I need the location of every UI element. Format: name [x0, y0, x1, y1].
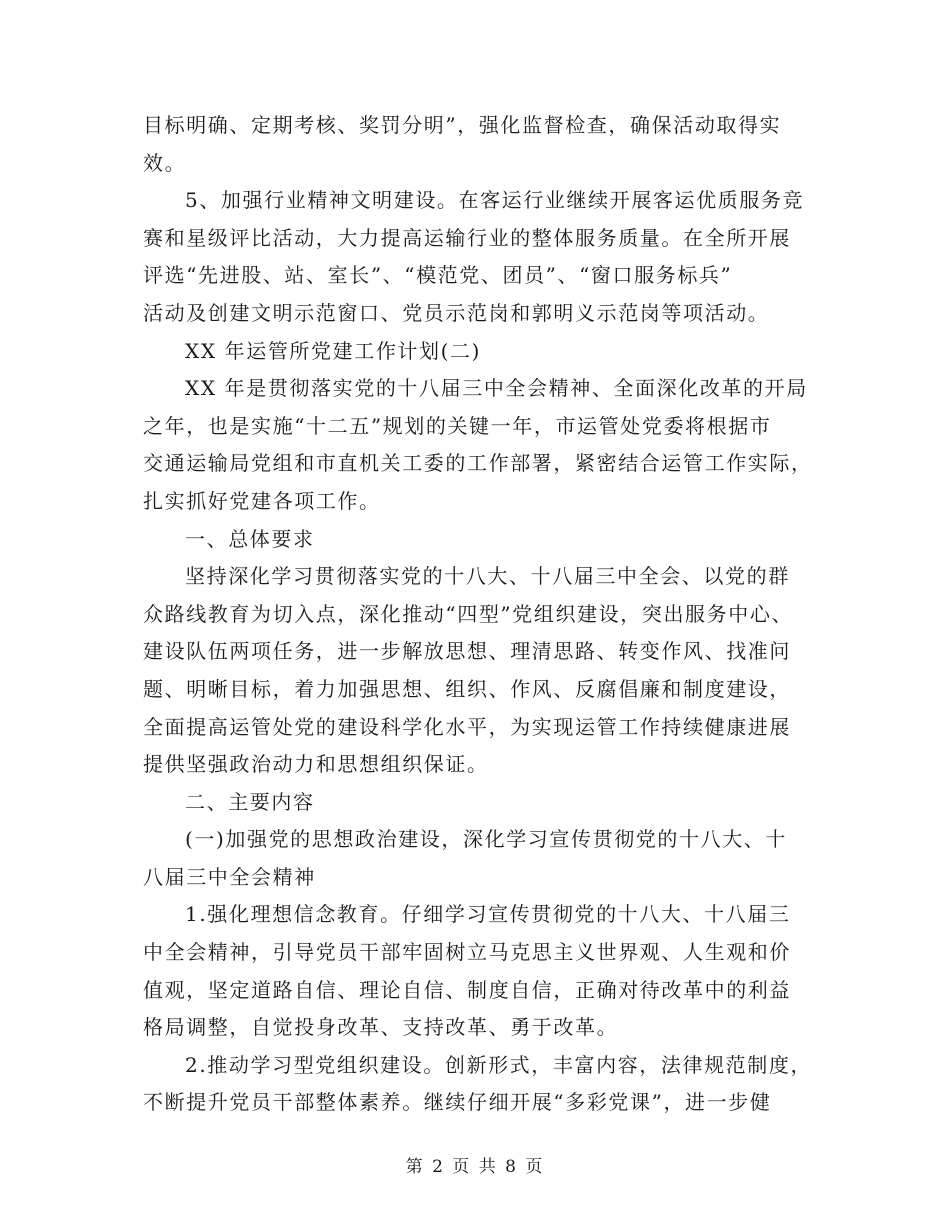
text-line: 活动及创建文明示范窗口、党员示范岗和郭明义示范岗等项活动。	[143, 300, 770, 325]
text-line: 之年，也是实施“十二五”规划的关键一年，市运管处党委将根据市	[143, 413, 772, 438]
text-line: 效。	[143, 150, 187, 175]
text-line: 八届三中全会精神	[143, 864, 316, 889]
page-number-footer: 第 2 页 共 8 页	[405, 1157, 545, 1177]
paragraph-start-line: 5、加强行业精神文明建设。在客运行业继续开展客运优质服务竞	[185, 188, 805, 213]
heading-main-content: 二、主要内容	[185, 789, 315, 814]
text-line: 全面提高运管处党的建设科学化水平，为实现运管工作持续健康进展	[143, 714, 791, 739]
text-line: 扎实抓好党建各项工作。	[143, 488, 381, 513]
text-line: 不断提升党员干部整体素养。继续仔细开展“多彩党课”，进一步健	[143, 1090, 772, 1115]
text-line: 建设队伍两项任务，进一步解放思想、理清思路、转变作风、找准问	[143, 639, 791, 664]
text-line: 众路线教育为切入点，深化推动“四型”党组织建设，突出服务中心、	[143, 601, 794, 626]
paragraph-start-line: 2.推动学习型党组织建设。创新形式，丰富内容，法律规范制度，	[185, 1052, 813, 1077]
section-title: XX 年运管所党建工作计划(二)	[185, 338, 482, 363]
document-body	[143, 107, 813, 1122]
text-line: 目标明确、定期考核、奖罚分明”，强化监督检查，确保活动取得实	[143, 113, 782, 137]
paragraph-start-line: 坚持深化学习贯彻落实党的十八大、十八届三中全会、以党的群	[185, 564, 790, 589]
subheading-line: (一)加强党的思想政治建设，深化学习宣传贯彻党的十八大、十	[185, 827, 788, 852]
text-line: 格局调整，自觉投身改革、支持改革、勇于改革。	[143, 1015, 619, 1040]
text-line: 提供坚强政治动力和思想组织保证。	[143, 752, 489, 777]
heading-general-requirements: 一、总体要求	[185, 526, 315, 551]
text-line: 题、明晰目标，着力加强思想、组织、作风、反腐倡廉和制度建设，	[143, 676, 791, 701]
text-line: 赛和星级评比活动，大力提高运输行业的整体服务质量。在全所开展	[143, 225, 791, 250]
paragraph-start-line: XX 年是贯彻落实党的十八届三中全会精神、全面深化改革的开局	[185, 376, 808, 401]
text-line: 值观，坚定道路自信、理论自信、制度自信，正确对待改革中的利益	[143, 977, 791, 1002]
text-line: 评选“先进股、站、室长”、“模范党、团员”、“窗口服务标兵”	[143, 263, 733, 288]
text-line: 交通运输局党组和市直机关工委的工作部署，紧密结合运管工作实际，	[143, 451, 813, 476]
paragraph-start-line: 1.强化理想信念教育。仔细学习宣传贯彻党的十八大、十八届三	[185, 902, 791, 927]
text-line: 中全会精神，引导党员干部牢固树立马克思主义世界观、人生观和价	[143, 940, 791, 965]
